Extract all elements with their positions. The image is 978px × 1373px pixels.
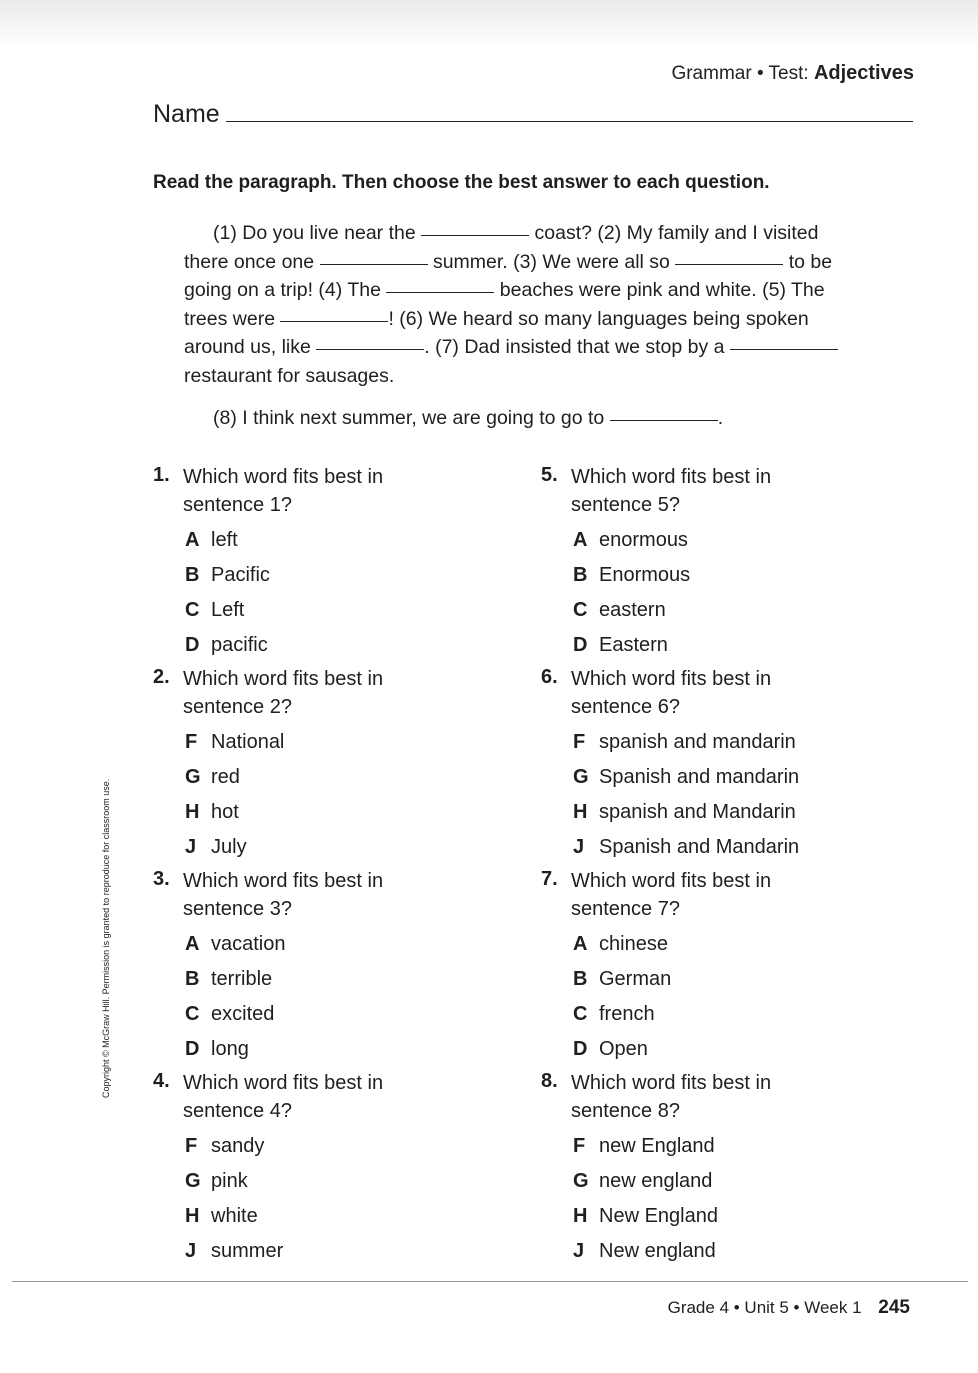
question-prompt-line: Which word fits best in [183,668,384,690]
option-letter: B [185,968,200,990]
blank-5[interactable] [280,320,388,322]
option-text: Eastern [599,634,668,656]
passage-text: (1) Do you live near the [213,222,416,244]
question-prompt-line: Which word fits best in [183,466,384,488]
passage [184,219,864,433]
question-prompt-line: sentence 7? [571,898,680,920]
blank-8[interactable] [610,419,718,421]
option-letter: D [573,1038,588,1060]
answer-option[interactable] [185,801,239,824]
question-prompt-line: sentence 8? [571,1100,680,1122]
option-letter: D [185,1038,200,1060]
option-text: July [211,836,247,858]
answer-option[interactable] [573,1038,648,1061]
option-text: Pacific [211,564,270,586]
question-prompt-line: Which word fits best in [183,870,384,892]
option-letter: F [573,1135,586,1157]
option-letter: G [573,1170,589,1192]
answer-option[interactable] [573,968,671,991]
passage-sentence-8 [184,404,864,433]
question-prompt-line: Which word fits best in [183,1072,384,1094]
option-letter: F [185,731,198,753]
name-label: Name [153,100,220,128]
answer-option[interactable] [573,634,668,657]
option-letter: H [185,1205,200,1227]
answer-option[interactable] [185,564,270,587]
question-6 [541,666,901,868]
question-number: 3. [153,868,170,890]
option-text: white [211,1205,258,1227]
answer-option[interactable] [185,634,268,657]
option-text: National [211,731,285,753]
option-letter: C [573,1003,588,1025]
question-prompt [571,867,771,923]
question-prompt-line: Which word fits best in [571,870,772,892]
page-header [671,62,914,85]
answer-option[interactable] [573,1240,716,1263]
answer-option[interactable] [185,1135,264,1158]
instructions: Read the paragraph. Then choose the best answer to each question. [153,172,770,193]
answer-option[interactable] [185,1003,274,1026]
answer-option[interactable] [573,1205,718,1228]
blank-2[interactable] [320,263,428,265]
option-text: left [211,529,238,551]
answer-option[interactable] [185,1038,249,1061]
option-text: new england [599,1170,713,1192]
option-letter: D [185,634,200,656]
answer-option[interactable] [573,1003,655,1026]
answer-option[interactable] [185,836,247,859]
question-prompt [183,867,383,923]
option-letter: J [185,836,197,858]
option-letter: J [185,1240,197,1262]
answer-option[interactable] [185,529,238,552]
answer-option[interactable] [185,731,284,754]
option-letter: G [573,766,589,788]
option-letter: J [573,1240,585,1262]
option-letter: C [185,599,200,621]
header-prefix: Grammar • Test: [671,63,809,84]
answer-option[interactable] [573,1135,715,1158]
passage-text: . (7) Dad insisted that we stop by a [424,336,725,358]
option-text: long [211,1038,249,1060]
option-text: terrible [211,968,273,990]
answer-option[interactable] [185,766,240,789]
option-text: french [599,1003,655,1025]
question-number: 4. [153,1070,170,1092]
option-letter: F [185,1135,198,1157]
passage-text: beaches were pink and white. (5) The trees were [184,279,825,330]
question-number: 7. [541,868,558,890]
option-text: sandy [211,1135,265,1157]
option-letter: G [185,766,201,788]
blank-7[interactable] [730,348,838,350]
option-letter: B [573,968,588,990]
option-text: chinese [599,933,668,955]
question-prompt [183,1069,383,1125]
option-text: Left [211,599,245,621]
name-write-line[interactable] [226,121,913,122]
passage-body [184,219,864,390]
question-prompt [183,463,383,519]
answer-option[interactable] [185,968,272,991]
option-letter: A [185,529,200,551]
question-number: 6. [541,666,558,688]
option-text: pink [211,1170,248,1192]
page-number: 245 [878,1297,910,1318]
question-4 [153,1070,513,1272]
option-text: excited [211,1003,275,1025]
option-text: New england [599,1240,716,1262]
question-1 [153,464,513,666]
answer-option[interactable] [573,933,668,956]
option-text: pacific [211,634,268,656]
option-text: red [211,766,240,788]
answer-option[interactable] [573,1170,712,1193]
answer-option[interactable] [573,766,799,789]
question-number: 2. [153,666,170,688]
question-prompt-line: Which word fits best in [571,466,772,488]
copyright-notice: Copyright © McGraw Hill. Permission is granted to reproduce for classroom use. [101,778,111,1098]
option-letter: A [185,933,200,955]
answer-option[interactable] [185,599,244,622]
answer-option[interactable] [573,599,666,622]
passage-text: summer. (3) We were all so [432,250,670,273]
answer-option[interactable] [573,836,799,859]
option-text: spanish and mandarin [599,731,796,753]
question-number: 8. [541,1070,558,1092]
option-letter: B [185,564,200,586]
passage-text: restaurant for sausages. [184,364,395,387]
footer-label: Grade 4 • Unit 5 • Week 1 [667,1298,862,1317]
question-5 [541,464,901,666]
option-letter: H [185,801,200,823]
passage-text: coast? (2) My family and I visited there once one [184,222,819,273]
answer-option[interactable] [185,1205,258,1228]
page-footer [668,1297,910,1319]
answer-option[interactable] [573,564,690,587]
option-text: eastern [599,599,666,621]
blank-6[interactable] [316,348,424,350]
option-text: spanish and Mandarin [599,801,796,823]
scan-shadow [0,0,978,48]
question-prompt [571,665,771,721]
option-letter: F [573,731,586,753]
option-text: Open [599,1038,648,1060]
option-letter: H [573,1205,588,1227]
passage-text: . [717,407,724,429]
question-prompt-line: sentence 1? [183,494,292,516]
passage-text: to be going on a trip! (4) The [184,250,833,301]
answer-option[interactable] [185,1170,248,1193]
option-letter: B [573,564,588,586]
option-letter: A [573,933,588,955]
question-number: 1. [153,464,170,486]
answer-option[interactable] [185,1240,283,1263]
answer-option[interactable] [573,731,796,754]
option-letter: J [573,836,585,858]
option-letter: H [573,801,588,823]
header-title: Adjectives [813,62,914,84]
answer-option[interactable] [185,933,286,956]
option-letter: C [185,1003,200,1025]
question-2 [153,666,513,868]
option-text: Enormous [599,564,691,586]
option-text: German [599,968,672,990]
question-prompt [571,463,771,519]
option-text: summer [211,1240,284,1262]
question-prompt [183,665,383,721]
question-3 [153,868,513,1070]
question-prompt-line: sentence 2? [183,696,292,718]
option-text: Spanish and Mandarin [599,836,800,858]
option-text: Spanish and mandarin [599,766,800,788]
question-7 [541,868,901,1070]
blank-1[interactable] [421,234,529,236]
question-prompt-line: Which word fits best in [571,1072,772,1094]
question-prompt-line: sentence 3? [183,898,292,920]
option-letter: C [573,599,588,621]
answer-option[interactable] [573,529,688,552]
question-prompt-line: Which word fits best in [571,668,772,690]
blank-3[interactable] [675,263,783,265]
option-letter: G [185,1170,201,1192]
option-text: enormous [599,529,688,551]
option-text: hot [211,801,239,823]
footer-divider [12,1281,968,1282]
option-letter: A [573,529,588,551]
option-text: New England [599,1205,718,1227]
passage-text: (8) I think next summer, we are going to go to [213,407,605,429]
question-8 [541,1070,901,1272]
question-prompt-line: sentence 4? [183,1100,292,1122]
question-prompt [571,1069,771,1125]
option-text: new England [599,1135,715,1157]
question-prompt-line: sentence 6? [571,696,680,718]
name-field[interactable] [153,100,913,134]
answer-option[interactable] [573,801,796,824]
blank-4[interactable] [386,291,494,293]
passage-text: ! (6) We heard so many languages being spoken around us, like [184,307,809,358]
option-letter: D [573,634,588,656]
option-text: vacation [211,933,286,955]
question-number: 5. [541,464,558,486]
question-prompt-line: sentence 5? [571,494,680,516]
